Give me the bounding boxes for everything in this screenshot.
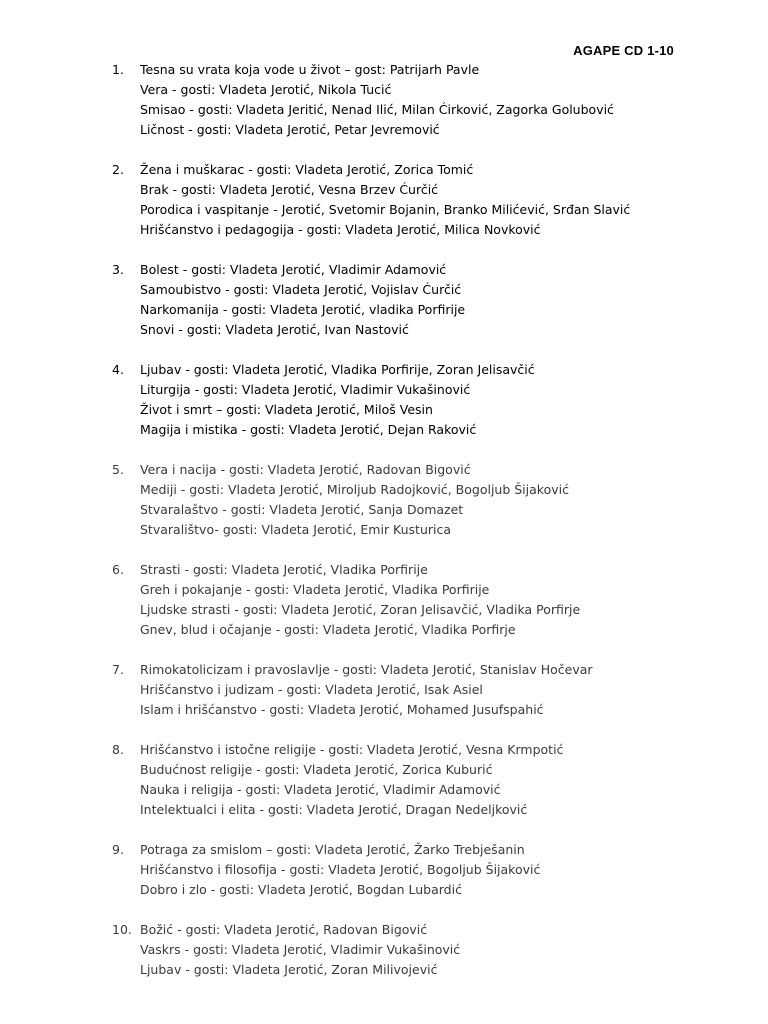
cd-number: 10. (112, 922, 132, 937)
cd-entry: Gnev, blud i očajanje - gosti: Vladeta Jerotić, Vladika Porfirje (140, 622, 516, 637)
cd-entry: Snovi - gosti: Vladeta Jerotić, Ivan Nastović (140, 322, 409, 337)
cd-entry: Narkomanija - gosti: Vladeta Jerotić, vladika Porfirije (140, 302, 466, 317)
cd-entries (140, 920, 752, 980)
cd-entry: Vaskrs - gosti: Vladeta Jerotić, Vladimir Vukašinović (140, 942, 461, 957)
cd-entry: Liturgija - gosti: Vladeta Jerotić, Vladimir Vukašinović (140, 382, 471, 397)
cd-number: 3. (112, 262, 124, 277)
cd-entry: Žena i muškarac - gosti: Vladeta Jerotić, Zorica Tomić (140, 162, 474, 177)
document-title: AGAPE CD 1-10 (573, 43, 674, 58)
cd-entry: Hrišćanstvo i filosofija - gosti: Vladeta Jerotić, Bogoljub Šijaković (140, 862, 541, 877)
cd-list (112, 60, 752, 1000)
cd-entry: Hrišćanstvo i istočne religije - gosti: Vladeta Jerotić, Vesna Krmpotić (140, 742, 564, 757)
cd-entries (140, 840, 752, 900)
cd-entries (140, 360, 752, 440)
cd-entry: Hrišćanstvo i pedagogija - gosti: Vladeta Jerotić, Milica Novković (140, 222, 541, 237)
cd-group-7 (112, 660, 752, 720)
cd-group-9 (112, 840, 752, 900)
cd-entries (140, 60, 752, 140)
cd-entry: Stvaralaštvo - gosti: Vladeta Jerotić, Sanja Domazet (140, 502, 464, 517)
cd-entries (140, 460, 752, 540)
cd-entry: Greh i pokajanje - gosti: Vladeta Jerotić, Vladika Porfirije (140, 582, 490, 597)
cd-entry: Tesna su vrata koja vode u život – gost: Patrijarh Pavle (140, 62, 480, 77)
cd-entry: Ljudske strasti - gosti: Vladeta Jerotić, Zoran Jelisavčić, Vladika Porfirje (140, 602, 581, 617)
cd-entry: Smisao - gosti: Vladeta Jeritić, Nenad Ilić, Milan Ćirković, Zagorka Golubović (140, 102, 614, 117)
cd-entry: Intelektualci i elita - gosti: Vladeta Jerotić, Dragan Nedeljković (140, 802, 528, 817)
cd-group-5 (112, 460, 752, 540)
cd-entry: Vera - gosti: Vladeta Jerotić, Nikola Tucić (140, 82, 392, 97)
cd-entry: Magija i mistika - gosti: Vladeta Jerotić, Dejan Raković (140, 422, 477, 437)
cd-group-2 (112, 160, 752, 240)
cd-number: 9. (112, 842, 124, 857)
cd-number: 2. (112, 162, 124, 177)
cd-entry: Strasti - gosti: Vladeta Jerotić, Vladika Porfirije (140, 562, 428, 577)
cd-entry: Porodica i vaspitanje - Jerotić, Svetomir Bojanin, Branko Milićević, Srđan Slavić (140, 202, 631, 217)
cd-entry: Rimokatolicizam i pravoslavlje - gosti: Vladeta Jerotić, Stanislav Hočevar (140, 662, 593, 677)
cd-entry: Potraga za smislom – gosti: Vladeta Jerotić, Žarko Trebješanin (140, 842, 525, 857)
cd-group-8 (112, 740, 752, 820)
cd-group-3 (112, 260, 752, 340)
cd-entry: Ljubav - gosti: Vladeta Jerotić, Zoran Milivojević (140, 962, 438, 977)
cd-entry: Bolest - gosti: Vladeta Jerotić, Vladimir Adamović (140, 262, 447, 277)
cd-group-4 (112, 360, 752, 440)
cd-number: 8. (112, 742, 124, 757)
cd-entry: Budućnost religije - gosti: Vladeta Jerotić, Zorica Kuburić (140, 762, 493, 777)
cd-entry: Mediji - gosti: Vladeta Jerotić, Miroljub Radojković, Bogoljub Šijaković (140, 482, 569, 497)
cd-group-1 (112, 60, 752, 140)
cd-entry: Ljubav - gosti: Vladeta Jerotić, Vladika Porfirije, Zoran Jelisavčić (140, 362, 535, 377)
cd-number: 5. (112, 462, 124, 477)
cd-entries (140, 560, 752, 640)
cd-entry: Hrišćanstvo i judizam - gosti: Vladeta Jerotić, Isak Asiel (140, 682, 483, 697)
cd-entries (140, 160, 752, 240)
cd-number: 4. (112, 362, 124, 377)
cd-entry: Božić - gosti: Vladeta Jerotić, Radovan Bigović (140, 922, 428, 937)
cd-group-10 (112, 920, 752, 980)
cd-number: 1. (112, 62, 124, 77)
cd-entry: Život i smrt – gosti: Vladeta Jerotić, Miloš Vesin (140, 402, 433, 417)
cd-number: 7. (112, 662, 124, 677)
cd-entries (140, 740, 752, 820)
cd-entry: Brak - gosti: Vladeta Jerotić, Vesna Brzev Ćurčić (140, 182, 439, 197)
cd-entry: Stvaralištvo- gosti: Vladeta Jerotić, Emir Kusturica (140, 522, 452, 537)
cd-entries (140, 660, 752, 720)
cd-entry: Islam i hrišćanstvo - gosti: Vladeta Jerotić, Mohamed Jusufspahić (140, 702, 544, 717)
cd-entry: Samoubistvo - gosti: Vladeta Jerotić, Vojislav Ćurčić (140, 282, 462, 297)
cd-entry: Ličnost - gosti: Vladeta Jerotić, Petar Jevremović (140, 122, 440, 137)
cd-entry: Vera i nacija - gosti: Vladeta Jerotić, Radovan Bigović (140, 462, 471, 477)
cd-entry: Nauka i religija - gosti: Vladeta Jerotić, Vladimir Adamović (140, 782, 501, 797)
cd-group-6 (112, 560, 752, 640)
cd-entry: Dobro i zlo - gosti: Vladeta Jerotić, Bogdan Lubardić (140, 882, 462, 897)
cd-entries (140, 260, 752, 340)
cd-number: 6. (112, 562, 124, 577)
